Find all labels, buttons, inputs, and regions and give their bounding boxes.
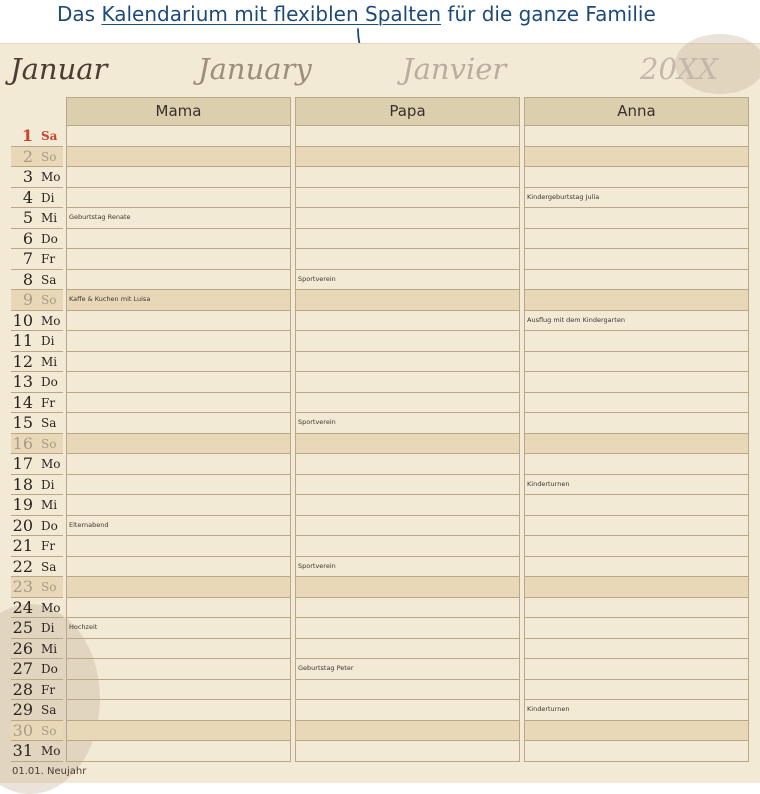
calendar-cell[interactable] [67,454,290,475]
day-row [11,393,63,414]
weekday-label: Fr [41,539,56,553]
calendar-cell[interactable] [525,700,748,721]
weekday-label: Do [41,231,58,246]
day-row [11,331,63,352]
day-row [11,270,63,291]
calendar-cell[interactable] [67,229,290,250]
day-number: 15 [12,413,33,432]
calendar-cell[interactable] [296,290,519,311]
day-row [11,516,63,537]
day-row [11,618,63,639]
calendar-cell[interactable] [525,290,748,311]
weekday-label: Mi [41,498,58,512]
day-number: 17 [12,454,33,473]
calendar-cell[interactable] [296,495,519,516]
day-number: 26 [12,638,33,658]
calendar-cell[interactable] [67,721,290,742]
holiday-footnote: 01.01. Neujahr [12,766,87,777]
weekday-label: So [41,293,57,307]
calendar-cell[interactable] [525,393,748,414]
calendar-cell[interactable] [67,700,290,721]
calendar-cell[interactable] [525,331,748,352]
day-number: 7 [22,249,33,268]
calendar-cell[interactable] [67,147,290,168]
calendar-cell[interactable] [525,680,748,701]
day-row [11,167,63,188]
calendar-cell[interactable] [67,413,290,434]
day-row [11,721,63,742]
day-row [11,147,63,168]
calendar-page [0,43,760,783]
day-number: 18 [12,474,33,494]
day-number: 4 [22,187,33,207]
calendar-cell[interactable] [525,229,748,250]
calendar-cell[interactable] [296,557,519,578]
day-row [11,598,63,619]
calendar-cell[interactable] [296,147,519,168]
column-papa[interactable] [295,126,520,762]
day-row [11,372,63,393]
calendar-cell[interactable] [296,454,519,475]
calendar-cell[interactable] [67,393,290,414]
caption [0,0,760,40]
day-number: 19 [12,495,33,514]
calendar-cell[interactable] [296,229,519,250]
day-number: 31 [12,741,33,760]
month-title-en: January [198,52,312,86]
calendar-cell[interactable] [67,188,290,209]
weekday-label: Sa [41,703,57,717]
calendar-cell[interactable] [67,475,290,496]
calendar-cell[interactable] [67,536,290,557]
calendar-cell[interactable] [296,249,519,270]
calendar-cell[interactable] [296,270,519,291]
calendar-cell[interactable] [525,598,748,619]
calendar-cell[interactable] [296,516,519,537]
calendar-cell[interactable] [525,536,748,557]
caption-text [57,2,656,26]
calendar-cell[interactable] [67,557,290,578]
weekday-label: So [41,149,57,164]
calendar-cell[interactable] [525,639,748,660]
day-row [11,700,63,721]
calendar-cell[interactable] [296,741,519,762]
calendar-cell[interactable] [67,352,290,373]
day-row [11,495,63,516]
day-number: 9 [22,290,33,309]
calendar-cell[interactable] [525,147,748,168]
day-number: 13 [12,372,33,391]
calendar-cell[interactable] [296,413,519,434]
day-number: 30 [12,720,33,740]
calendar-cell[interactable] [525,167,748,188]
calendar-cell[interactable] [67,208,290,229]
day-number: 27 [12,659,33,678]
calendar-cell[interactable] [525,372,748,393]
calendar-entry: Sportverein [298,418,336,426]
day-number: 24 [12,597,33,617]
calendar-cell[interactable] [296,577,519,598]
day-number: 16 [12,433,33,453]
day-row [11,311,63,332]
calendar-cell[interactable] [67,516,290,537]
day-row [11,352,63,373]
calendar-cell[interactable] [525,475,748,496]
day-row [11,434,63,455]
column-header-anna: Anna [524,97,749,126]
calendar-cell[interactable] [67,639,290,660]
weekday-label: Mi [41,211,58,225]
weekday-label: Do [41,375,58,389]
day-number: 29 [12,700,33,719]
column-header-papa: Papa [295,97,520,126]
weekday-label: Fr [41,682,56,697]
day-number: 21 [12,536,33,555]
calendar-cell[interactable] [67,249,290,270]
weekday-label: Mo [41,600,61,615]
calendar-cell[interactable] [67,741,290,762]
day-number: 25 [12,618,33,637]
day-number: 12 [12,351,33,371]
weekday-label: Di [41,334,55,348]
day-number: 6 [22,228,33,248]
day-row [11,557,63,578]
calendar-cell[interactable] [296,598,519,619]
calendar-cell[interactable] [525,454,748,475]
calendar-cell[interactable] [67,126,290,147]
calendar-cell[interactable] [525,249,748,270]
day-row [11,208,63,229]
day-number: 28 [12,679,33,699]
day-row [11,188,63,209]
day-number: 20 [12,515,33,535]
calendar-cell[interactable] [67,618,290,639]
calendar-entry: Ausflug mit dem Kindergarten [527,315,625,324]
calendar-cell[interactable] [296,126,519,147]
calendar-cell[interactable] [525,659,748,680]
day-row [11,680,63,701]
calendar-cell[interactable] [296,721,519,742]
column-header-mama: Mama [66,97,291,126]
calendar-cell[interactable] [525,208,748,229]
calendar-entry: Kinderturnen [527,479,570,488]
day-number: 11 [12,331,33,350]
day-list [11,126,63,762]
calendar-cell[interactable] [525,126,748,147]
weekday-label: So [41,580,57,594]
calendar-cell[interactable] [67,577,290,598]
weekday-label: Di [41,477,55,492]
calendar-cell[interactable] [296,352,519,373]
calendar-cell[interactable] [296,680,519,701]
calendar-cell[interactable] [296,639,519,660]
calendar-entry: Sportverein [298,561,336,570]
day-row [11,741,63,762]
calendar-cell[interactable] [67,270,290,291]
weekday-label: Fr [41,395,56,410]
weekday-label: Do [41,518,58,533]
day-number: 3 [22,167,33,186]
calendar-cell[interactable] [525,495,748,516]
calendar-cell[interactable] [525,557,748,578]
calendar-entry: Kindergeburtstag Julia [527,192,600,201]
weekday-label: Sa [41,272,57,287]
caption-highlight: Kalendarium mit flexiblen Spalten [101,2,442,26]
weekday-label: Mo [41,170,61,184]
calendar-cell[interactable] [525,577,748,598]
calendar-cell[interactable] [67,331,290,352]
calendar-cell[interactable] [67,659,290,680]
calendar-cell[interactable] [296,434,519,455]
calendar-cell[interactable] [525,413,748,434]
calendar-cell[interactable] [67,167,290,188]
calendar-entry: Kinderturnen [527,705,570,713]
calendar-entry: Elternabend [69,520,109,529]
calendar-cell[interactable] [525,188,748,209]
month-title-de: Januar [10,52,108,86]
calendar-cell[interactable] [296,700,519,721]
calendar-cell[interactable] [525,618,748,639]
weekday-label: Fr [41,252,56,266]
weekday-label: Mo [41,457,61,471]
weekday-label: Sa [41,129,58,143]
calendar-cell[interactable] [296,536,519,557]
weekday-label: Mo [41,744,61,758]
calendar-cell[interactable] [67,434,290,455]
day-row [11,659,63,680]
calendar-entry: Geburtstag Peter [298,664,354,672]
calendar-cell[interactable] [525,516,748,537]
day-number: 14 [12,392,33,412]
day-number: 23 [12,577,33,596]
year-label: 20XX [640,52,719,86]
calendar-cell[interactable] [525,311,748,332]
weekday-label: Di [41,190,55,205]
day-number: 1 [21,126,33,145]
caption-pre: Das [57,2,102,26]
day-row [11,454,63,475]
calendar-cell[interactable] [296,331,519,352]
day-row [11,126,63,147]
weekday-label: Mi [41,641,58,656]
day-row [11,249,63,270]
weekday-label: Mo [41,313,61,328]
day-number: 22 [12,556,33,576]
calendar-cell[interactable] [525,352,748,373]
caption-post: für die ganze Familie [441,2,656,26]
calendar-cell[interactable] [525,741,748,762]
calendar-entry: Hochzeit [69,623,98,631]
calendar-cell[interactable] [296,475,519,496]
day-row [11,413,63,434]
day-row [11,577,63,598]
day-row [11,639,63,660]
calendar-entry: Sportverein [298,274,336,283]
month-title-fr: Janvier [402,52,507,86]
weekday-label: Sa [41,559,57,574]
calendar-cell[interactable] [296,311,519,332]
day-number: 10 [12,310,33,330]
calendar-cell[interactable] [296,167,519,188]
calendar-cell[interactable] [67,680,290,701]
column-mama[interactable] [66,126,291,762]
calendar-cell[interactable] [525,270,748,291]
calendar-cell[interactable] [296,372,519,393]
weekday-label: Sa [41,416,57,430]
weekday-label: So [41,436,57,451]
day-number: 8 [22,269,33,289]
calendar-cell[interactable] [525,721,748,742]
calendar-cell[interactable] [296,208,519,229]
calendar-entry: Kaffe & Kuchen mit Luisa [69,295,151,303]
day-row [11,290,63,311]
column-anna[interactable] [524,126,749,762]
calendar-cell[interactable] [296,188,519,209]
calendar-cell[interactable] [525,434,748,455]
day-row [11,229,63,250]
calendar-cell[interactable] [296,659,519,680]
weekday-label: Do [41,662,58,676]
calendar-entry: Geburtstag Renate [69,213,131,221]
day-row [11,475,63,496]
weekday-label: So [41,723,57,738]
calendar-cell[interactable] [67,372,290,393]
day-number: 2 [22,146,33,166]
calendar-cell[interactable] [67,598,290,619]
weekday-label: Di [41,621,55,635]
calendar-cell[interactable] [67,290,290,311]
weekday-label: Mi [41,354,58,369]
day-number: 5 [22,208,33,227]
calendar-cell[interactable] [67,311,290,332]
calendar-cell[interactable] [67,495,290,516]
calendar-cell[interactable] [296,618,519,639]
day-row [11,536,63,557]
calendar-cell[interactable] [296,393,519,414]
